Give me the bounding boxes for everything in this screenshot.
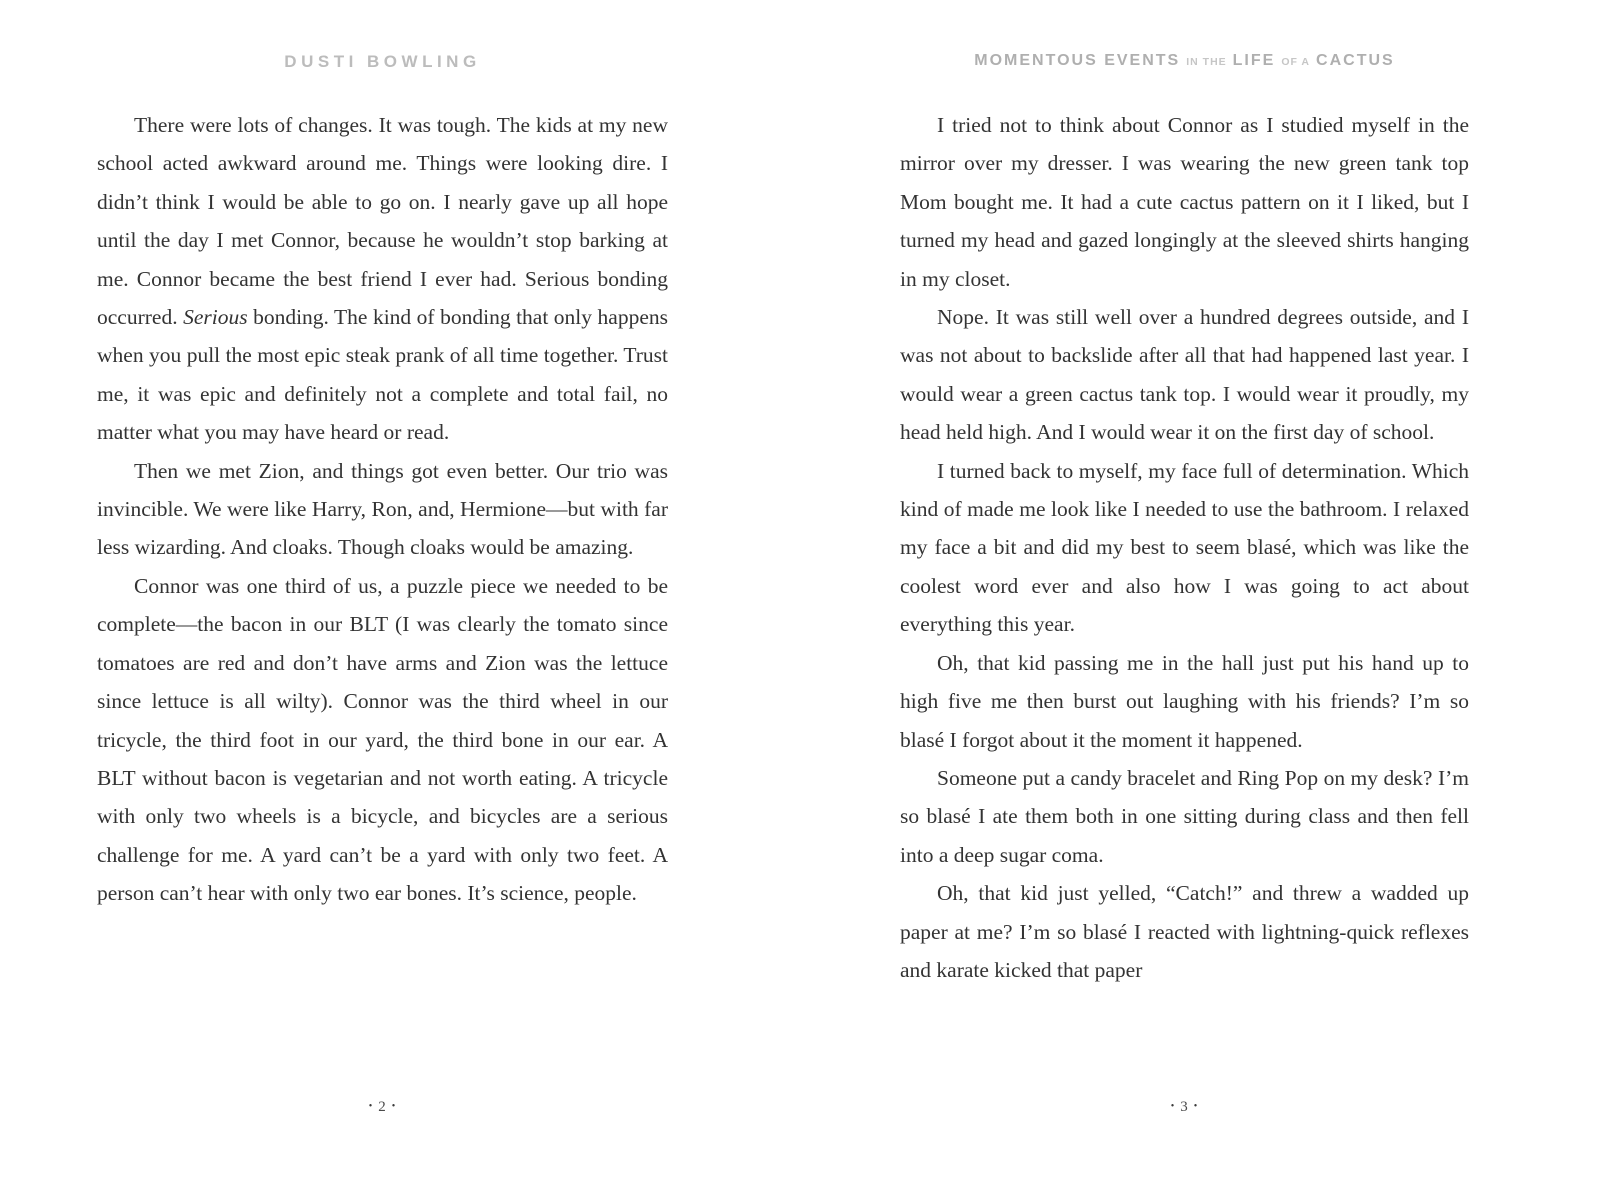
folio-bullet-icon: • xyxy=(1193,1101,1199,1112)
paragraph: Then we met Zion, and things got even better. Our trio was invincible. We were like Harry, Ron, and, Hermione—but with far less wizarding. And cloaks. Though cloaks would be amazing. xyxy=(97,458,668,560)
right-page xyxy=(800,0,1600,1190)
paragraph: Oh, that kid passing me in the hall just put his hand up to high five me then burst out laughing with his friends? I’m so blasé I forgot about it the moment it happened. xyxy=(900,650,1469,752)
page-number xyxy=(97,1099,668,1116)
paragraph: Oh, that kid just yelled, “Catch!” and threw a wadded up paper at me? I’m so blasé I reacted with lightning-quick reflexes and karate kicked that paper xyxy=(900,881,1469,982)
folio-bullet-icon: • xyxy=(1170,1101,1176,1112)
folio-bullet-icon: • xyxy=(391,1101,397,1112)
paragraph: I turned back to myself, my face full of determination. Which kind of made me look like I needed to use the bathroom. I relaxed my face a bit and did my best to seem blasé, which was like the coolest word ever and also how I was going to act about everything this year. xyxy=(900,458,1469,637)
paragraph-text: bonding. The kind of bonding that only happens when you pull the most epic steak prank of all time together. Trust me, it was epic and definitely not a complete and total fail, no matter what you may have heard or read. xyxy=(97,305,668,445)
folio-number: 2 xyxy=(378,1099,387,1115)
running-head-title xyxy=(900,52,1469,70)
paragraph: I tried not to think about Connor as I studied myself in the mirror over my dresser. I was wearing the new green tank top Mom bought me. It had a cute cactus pattern on it I liked, but I turned my head and gazed longingly at the sleeved shirts hanging in my closet. xyxy=(900,113,1469,291)
paragraph: Someone put a candy bracelet and Ring Pop on my desk? I’m so blasé I ate them both in one sitting during class and then fell into a deep sugar coma. xyxy=(900,765,1469,867)
title-segment: CACTUS xyxy=(1316,52,1395,69)
author-name: DUSTI BOWLING xyxy=(284,52,481,71)
title-segment: LIFE xyxy=(1232,52,1276,69)
folio-number: 3 xyxy=(1180,1099,1189,1115)
paragraph: Nope. It was still well over a hundred degrees outside, and I was not about to backslide after all that had happened last year. I would wear a green cactus tank top. I would wear it proudly, my head held high. And I would wear it on the first day of school. xyxy=(900,305,1469,445)
folio-bullet-icon: • xyxy=(368,1101,374,1112)
title-segment-small: OF A xyxy=(1281,56,1311,68)
title-segment: MOMENTOUS EVENTS xyxy=(974,52,1181,69)
running-head-author xyxy=(97,52,668,72)
right-page-text xyxy=(900,106,1469,989)
paragraph-italic-word: Serious xyxy=(183,305,248,330)
page-number xyxy=(900,1099,1469,1116)
paragraph: Connor was one third of us, a puzzle piece we needed to be complete—the bacon in our BLT (I was clearly the tomato since tomatoes are red and don’t have arms and Zion was the lettuce since lettuce is all wilty). Connor was the third wheel in our tricycle, the third foot in our yard, the third bone in our ear. A BLT without bacon is vegetarian and not worth eating. A tricycle with only two wheels is a bicycle, and bicycles are a serious challenge for me. A yard can’t be a yard with only two feet. A person can’t hear with only two ear bones. It’s science, people. xyxy=(97,573,668,906)
paragraph-text: There were lots of changes. It was tough. The kids at my new school acted awkward around me. Things were looking dire. I didn’t think I would be able to go on. I nearly gave up all hope until the day I met Connor, because he wouldn’t stop barking at me. Connor became the best friend I ever had. Serious bonding occurred. xyxy=(97,113,668,330)
title-segment-small: IN THE xyxy=(1186,56,1227,68)
paragraph xyxy=(97,106,668,452)
left-page-text xyxy=(97,106,668,913)
